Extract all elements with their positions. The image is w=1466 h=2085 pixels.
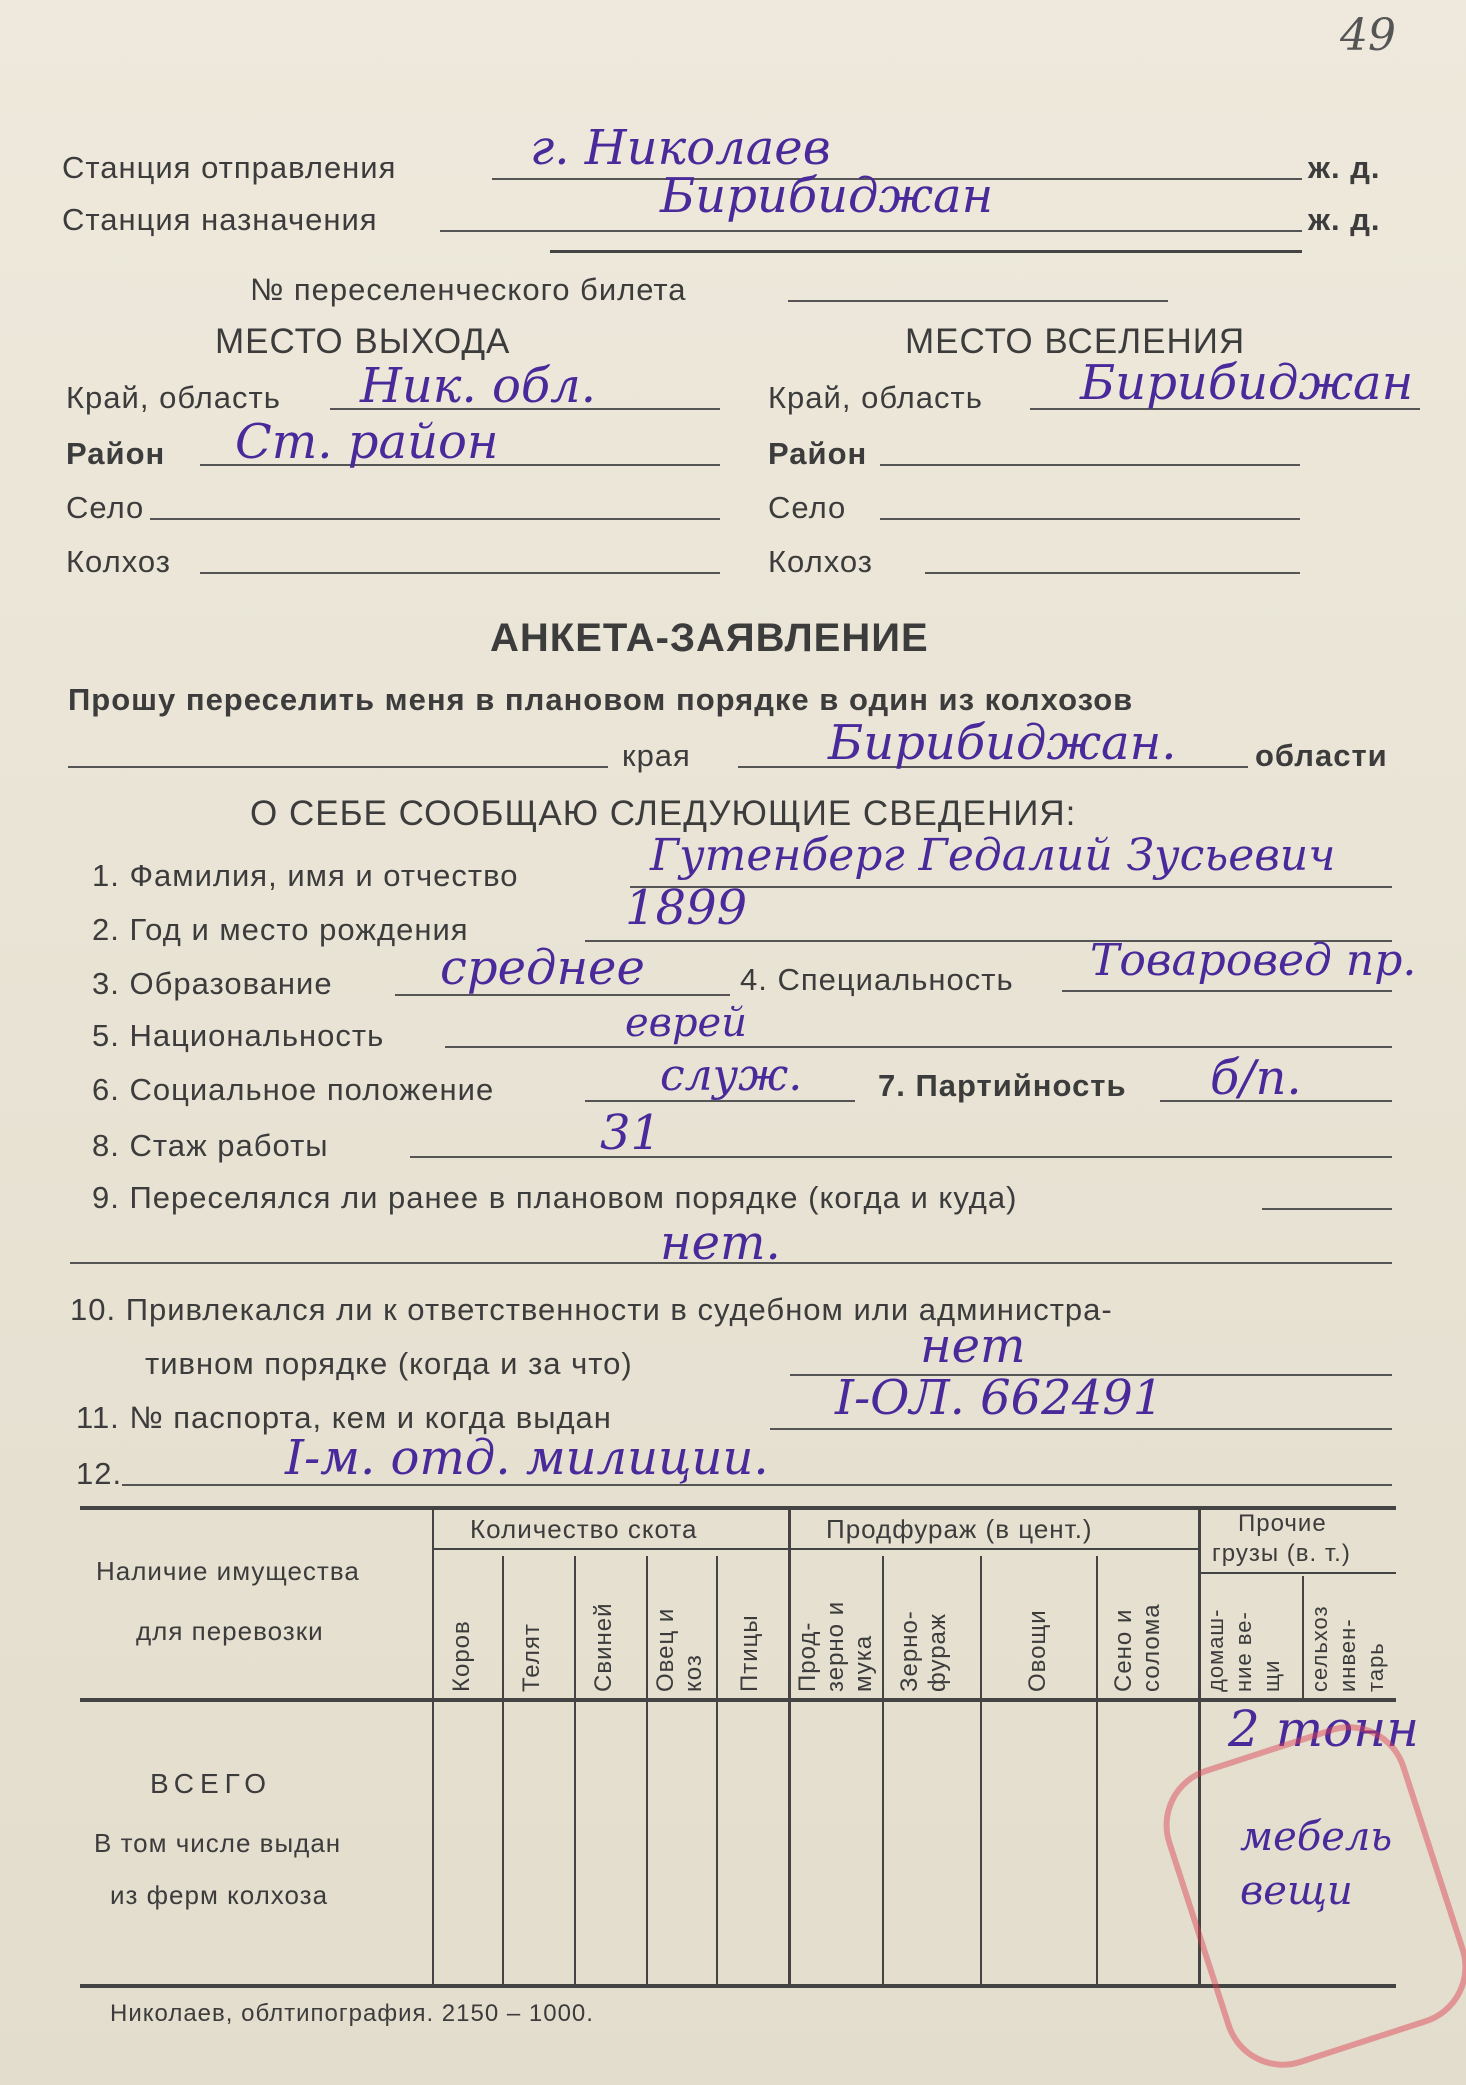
table-col-divider [574, 1556, 576, 1984]
q10-value: нет [920, 1318, 1026, 1374]
table-col-divider [980, 1556, 982, 1984]
settle-place-heading: МЕСТО ВСЕЛЕНИЯ [905, 322, 1246, 361]
about-heading: О СЕБЕ СООБЩАЮ СЛЕДУЮЩИЕ СВЕДЕНИЯ: [250, 794, 1077, 833]
property-label-a: Наличие имущества [96, 1556, 360, 1586]
q11-label: 11. № паспорта, кем и когда выдан [76, 1400, 612, 1435]
q1-label: 1. Фамилия, имя и отчество [92, 858, 519, 893]
exit-kolkhoz-label: Колхоз [66, 544, 171, 579]
settle-kolkhoz-line [925, 572, 1300, 574]
col-grain-flour: Прод-зерно и мука [794, 1600, 877, 1692]
table-col-divider [646, 1556, 648, 1984]
settle-village-line [880, 518, 1300, 520]
form-title: АНКЕТА-ЗАЯВЛЕНИЕ [490, 616, 929, 660]
q8-line [410, 1156, 1392, 1158]
settle-village-label: Село [768, 490, 847, 525]
exit-district-value: Ст. район [235, 414, 499, 470]
rail-suffix-2: ж. д. [1308, 202, 1381, 237]
q6-value: служ. [660, 1050, 803, 1101]
rail-suffix-1: ж. д. [1308, 150, 1381, 185]
oblast-label: области [1255, 738, 1388, 773]
q5-value: еврей [625, 1000, 747, 1046]
other-cargo-note: мебель вещи [1240, 1814, 1393, 1914]
col-vegetables: Овощи [1024, 1609, 1051, 1692]
q9-line [1262, 1208, 1392, 1210]
table-col-divider [502, 1556, 504, 1984]
krai-line [68, 766, 608, 768]
feed-group-rule [788, 1548, 1198, 1550]
other-group-rule [1198, 1572, 1396, 1574]
table-col-divider [788, 1510, 791, 1984]
total-label: ВСЕГО [150, 1768, 273, 1799]
q5-label: 5. Национальность [92, 1018, 385, 1053]
property-label-b: для перевозки [136, 1616, 324, 1646]
q8-label: 8. Стаж работы [92, 1128, 329, 1163]
livestock-group-header: Количество скота [470, 1514, 698, 1544]
q7-label: 7. Партийность [878, 1068, 1127, 1103]
settle-district-line [880, 464, 1300, 466]
q11-value: I-ОЛ. 662491 [835, 1370, 1164, 1426]
livestock-group-rule [432, 1548, 788, 1550]
q3-value: среднее [440, 940, 645, 996]
table-col-divider [716, 1556, 718, 1984]
exit-kolkhoz-line [200, 572, 720, 574]
q2-label: 2. Год и место рождения [92, 912, 469, 947]
q12-label: 12. [76, 1456, 123, 1491]
q7-value: б/п. [1210, 1050, 1302, 1106]
settle-district-label: Район [768, 436, 868, 471]
departure-station-value: г. Николаев [530, 120, 831, 176]
table-bottom-rule [80, 1984, 1396, 1988]
table-col-divider [1096, 1556, 1098, 1984]
col-household-goods: домаш-ние ве-щи [1203, 1608, 1284, 1692]
settle-region-value: Бирибиджан [1080, 355, 1414, 411]
table-col-divider [432, 1510, 434, 1984]
settle-region-label: Край, область [768, 380, 983, 415]
other-group-header-a: Прочие [1238, 1510, 1327, 1537]
sheet-number: 49 [1340, 10, 1396, 61]
exit-place-heading: МЕСТО ВЫХОДА [215, 322, 511, 361]
q6-label: 6. Социальное положение [92, 1072, 495, 1107]
exit-region-label: Край, область [66, 380, 281, 415]
other-group-header-b: грузы (в. т.) [1212, 1540, 1351, 1567]
q12-value: I-м. отд. милиции. [285, 1430, 769, 1486]
col-calves: Телят [518, 1623, 545, 1692]
request-line: Прошу переселить меня в плановом порядке в один из колхозов [68, 682, 1134, 717]
exit-region-value: Ник. обл. [360, 358, 596, 414]
header-rule [550, 250, 1302, 253]
red-stamp-mark [1148, 1709, 1466, 2084]
printer-imprint: Николаев, облтипография. 2150 – 1000. [110, 2000, 594, 2027]
q10-label-b: тивном порядке (когда и за что) [145, 1346, 633, 1381]
col-sheep-goats: Овец и коз [652, 1607, 707, 1692]
q1-value: Гутенберг Гедалий Зусьевич [650, 830, 1336, 881]
other-cargo-value: 2 тонн [1228, 1700, 1420, 1758]
issued-label-a: В том числе выдан [94, 1828, 342, 1858]
destination-station-value: Бирибиджан [660, 168, 994, 224]
q11-line [770, 1428, 1392, 1430]
exit-village-line [150, 518, 720, 520]
q4-line [1062, 990, 1392, 992]
col-pigs: Свиней [590, 1602, 617, 1692]
oblast-value: Бирибиджан. [828, 715, 1177, 771]
col-poultry: Птицы [736, 1614, 763, 1692]
col-cows: Коров [448, 1620, 475, 1692]
destination-station-label: Станция назначения [62, 202, 378, 237]
exit-village-label: Село [66, 490, 145, 525]
krai-label: края [622, 738, 691, 773]
q5-line [445, 1046, 1392, 1048]
q9-value: нет. [660, 1215, 781, 1271]
q8-value: 31 [600, 1105, 662, 1161]
col-farm-equipment: сельхоз инвен-тарь [1307, 1605, 1388, 1692]
exit-district-label: Район [66, 436, 166, 471]
q10-label-a: 10. Привлекался ли к ответственности в судебном или администра- [70, 1292, 1113, 1327]
col-grain-fodder: Зерно-фураж [896, 1610, 951, 1692]
q9-label: 9. Переселялся ли ранее в плановом порядке (когда и куда) [92, 1180, 1018, 1215]
feed-group-header: Продфураж (в цент.) [826, 1514, 1093, 1544]
ticket-number-label: № переселенческого билета [250, 272, 687, 307]
q4-label: 4. Специальность [740, 962, 1014, 997]
destination-station-line [440, 230, 1302, 232]
q3-label: 3. Образование [92, 966, 333, 1001]
col-hay-straw: Сено и солома [1110, 1603, 1165, 1692]
settle-kolkhoz-label: Колхоз [768, 544, 873, 579]
q4-value: Товаровед пр. [1090, 935, 1417, 986]
ticket-number-line [788, 300, 1168, 302]
table-col-divider [1302, 1576, 1304, 1698]
issued-label-b: из ферм колхоза [110, 1880, 329, 1910]
q2-value: 1899 [625, 880, 748, 936]
departure-station-label: Станция отправления [62, 150, 397, 185]
table-col-divider [882, 1556, 884, 1984]
